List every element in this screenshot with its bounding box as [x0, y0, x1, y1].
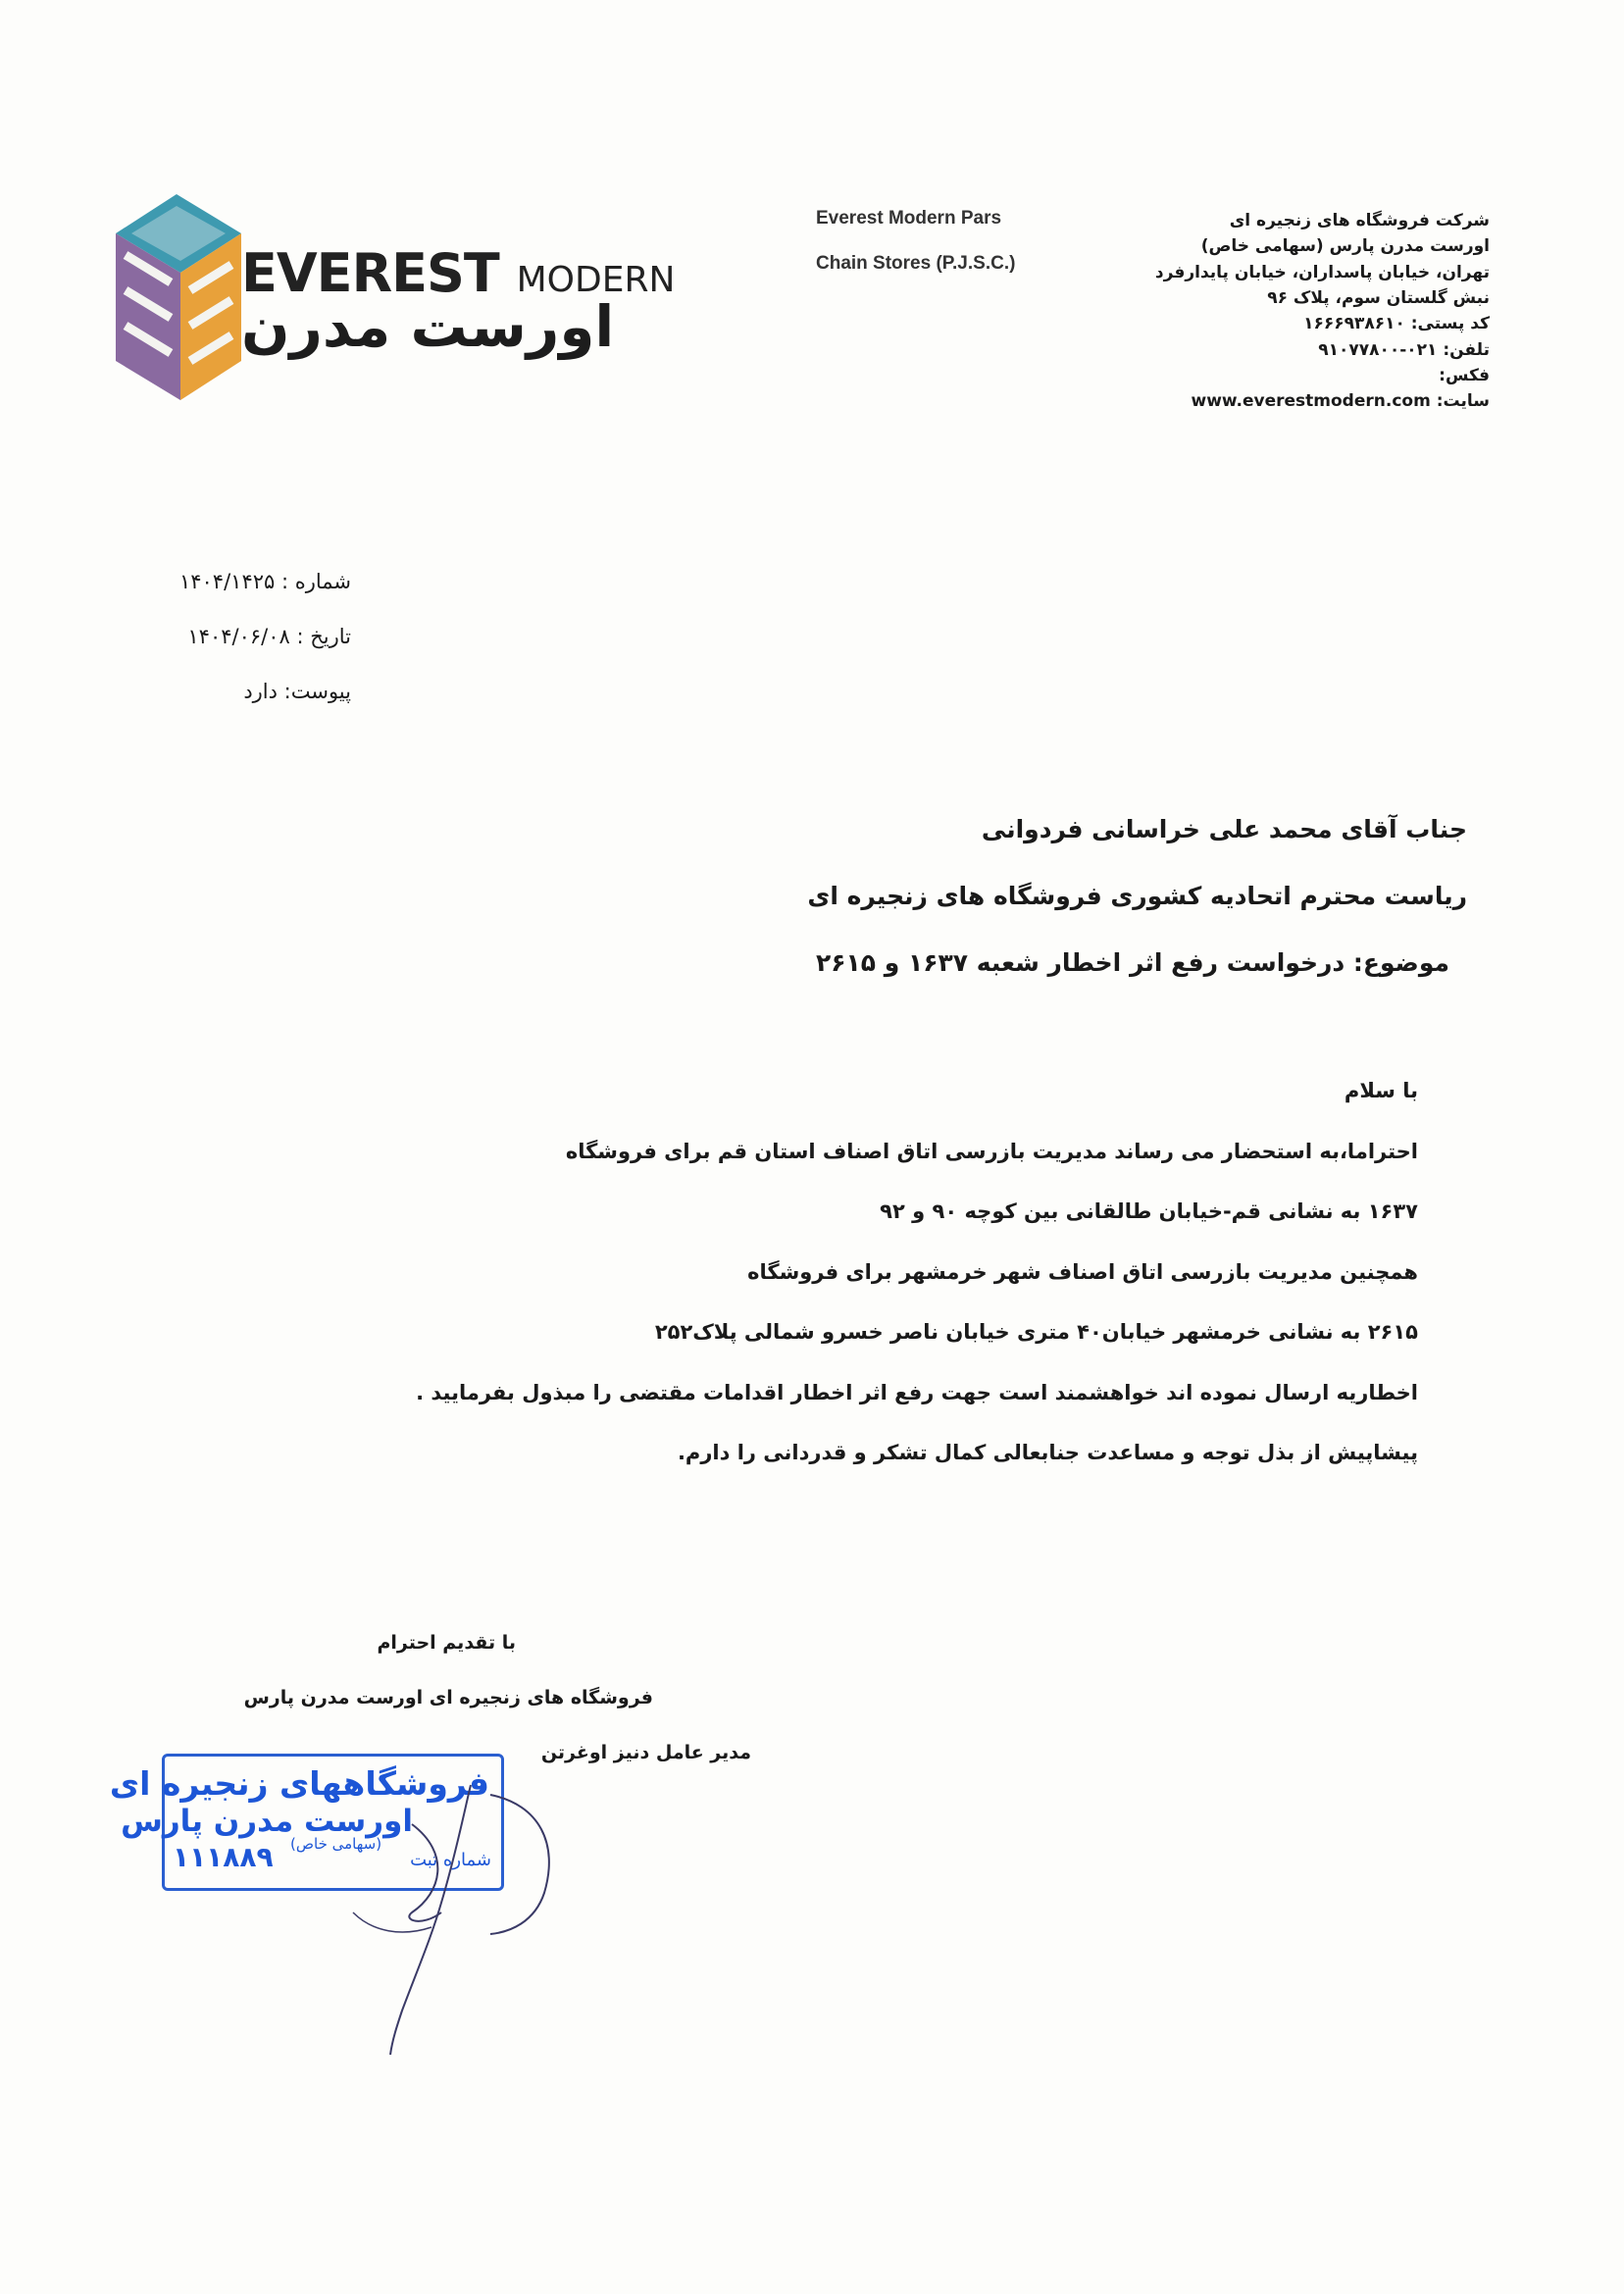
body-line: ۱۶۳۷ به نشانی قم-خیابان طالقانی بین کوچه ۹۰ و ۹۲ [880, 1199, 1418, 1223]
address-line-2: نبش گلستان سوم، پلاک ۹۶ [1267, 288, 1490, 309]
body-line: احتراما،به استحضار می رساند مدیریت بازرسی اتاق اصناف استان قم برای فروشگاه [565, 1139, 1418, 1163]
recipient-name: جناب آقای محمد علی خراسانی فردوانی [981, 815, 1467, 843]
letter-body [339, 1061, 1418, 1484]
logo-wordmark-en [241, 242, 676, 304]
addressee-block [388, 796, 1467, 996]
letter-attachment: پیوست: دارد [243, 680, 351, 703]
body-line: با سلام [1344, 1079, 1418, 1102]
company-name-fa-2: اورست مدرن پارس (سهامی خاص) [1200, 236, 1490, 257]
body-line: پیشاپیش از بذل توجه و مساعدت جنابعالی کمال تشکر و قدردانی را دارم. [677, 1441, 1418, 1464]
closing-signer: مدیر عامل دنیز اوغرتن [540, 1742, 751, 1763]
everest-logo-icon [116, 194, 241, 400]
website-label: سایت: [1436, 391, 1490, 412]
postal-code: کد پستی: ۱۶۶۶۹۳۸۶۱۰ [1303, 314, 1490, 334]
logo-en-sub: MODERN [516, 260, 676, 300]
body-line: اخطاریه ارسال نموده اند خواهشمند است جهت رفع اثر اخطار اقدامات مقتضی را مبذول بفرمایید . [416, 1380, 1418, 1404]
logo-wordmark-fa: اورست مدرن [241, 293, 615, 360]
stamp-type: (سهامی خاص) [290, 1835, 382, 1853]
fax: فکس: [1439, 366, 1490, 386]
phone: تلفن: ۰۲۱-۹۱۰۷۷۸۰۰ [1318, 339, 1490, 360]
body-line: همچنین مدیریت بازرسی اتاق اصناف شهر خرمشهر برای فروشگاه [747, 1259, 1418, 1284]
stamp-line-2: اورست مدرن پارس [121, 1804, 413, 1839]
stamp-line-1: فروشگاههای زنجیره ای [109, 1764, 489, 1803]
company-type-en: Chain Stores (P.J.S.C.) [816, 253, 1016, 274]
reference-block [179, 554, 351, 719]
closing-company: فروشگاه های زنجیره ای اورست مدرن پارس [243, 1687, 653, 1708]
company-name-fa-1: شرکت فروشگاه های زنجیره ای [1229, 211, 1490, 230]
address-line-1: تهران، خیابان پاسداران، خیابان پایدارفرد [1154, 262, 1490, 282]
signature-icon [294, 1765, 569, 2060]
logo-en-main: EVEREST [241, 242, 499, 304]
body-line: ۲۶۱۵ به نشانی خرمشهر خیابان۴۰ متری خیابان ناصر خسرو شمالی پلاک۲۵۲ [654, 1320, 1418, 1344]
website-row [1068, 388, 1490, 414]
company-info-fa [1068, 208, 1490, 415]
stamp-reg-number: ۱۱۱۸۸۹ [173, 1841, 274, 1873]
website-link[interactable]: www.everestmodern.com [1191, 391, 1431, 412]
letter-subject: موضوع: درخواست رفع اثر اخطار شعبه ۱۶۳۷ و ۲۶۱۵ [816, 948, 1449, 977]
company-name-en: Everest Modern Pars [816, 208, 1002, 229]
recipient-title: ریاست محترم اتحادیه کشوری فروشگاه های زنجیره ای [807, 882, 1467, 910]
letter-number: شماره : ۱۴۰۴/۱۴۲۵ [178, 570, 351, 593]
stamp-reg-label: شماره ثبت [410, 1850, 491, 1870]
closing-regards: با تقدیم احترام [377, 1632, 516, 1654]
letter-date: تاریخ : ۱۴۰۴/۰۶/۰۸ [187, 625, 351, 648]
